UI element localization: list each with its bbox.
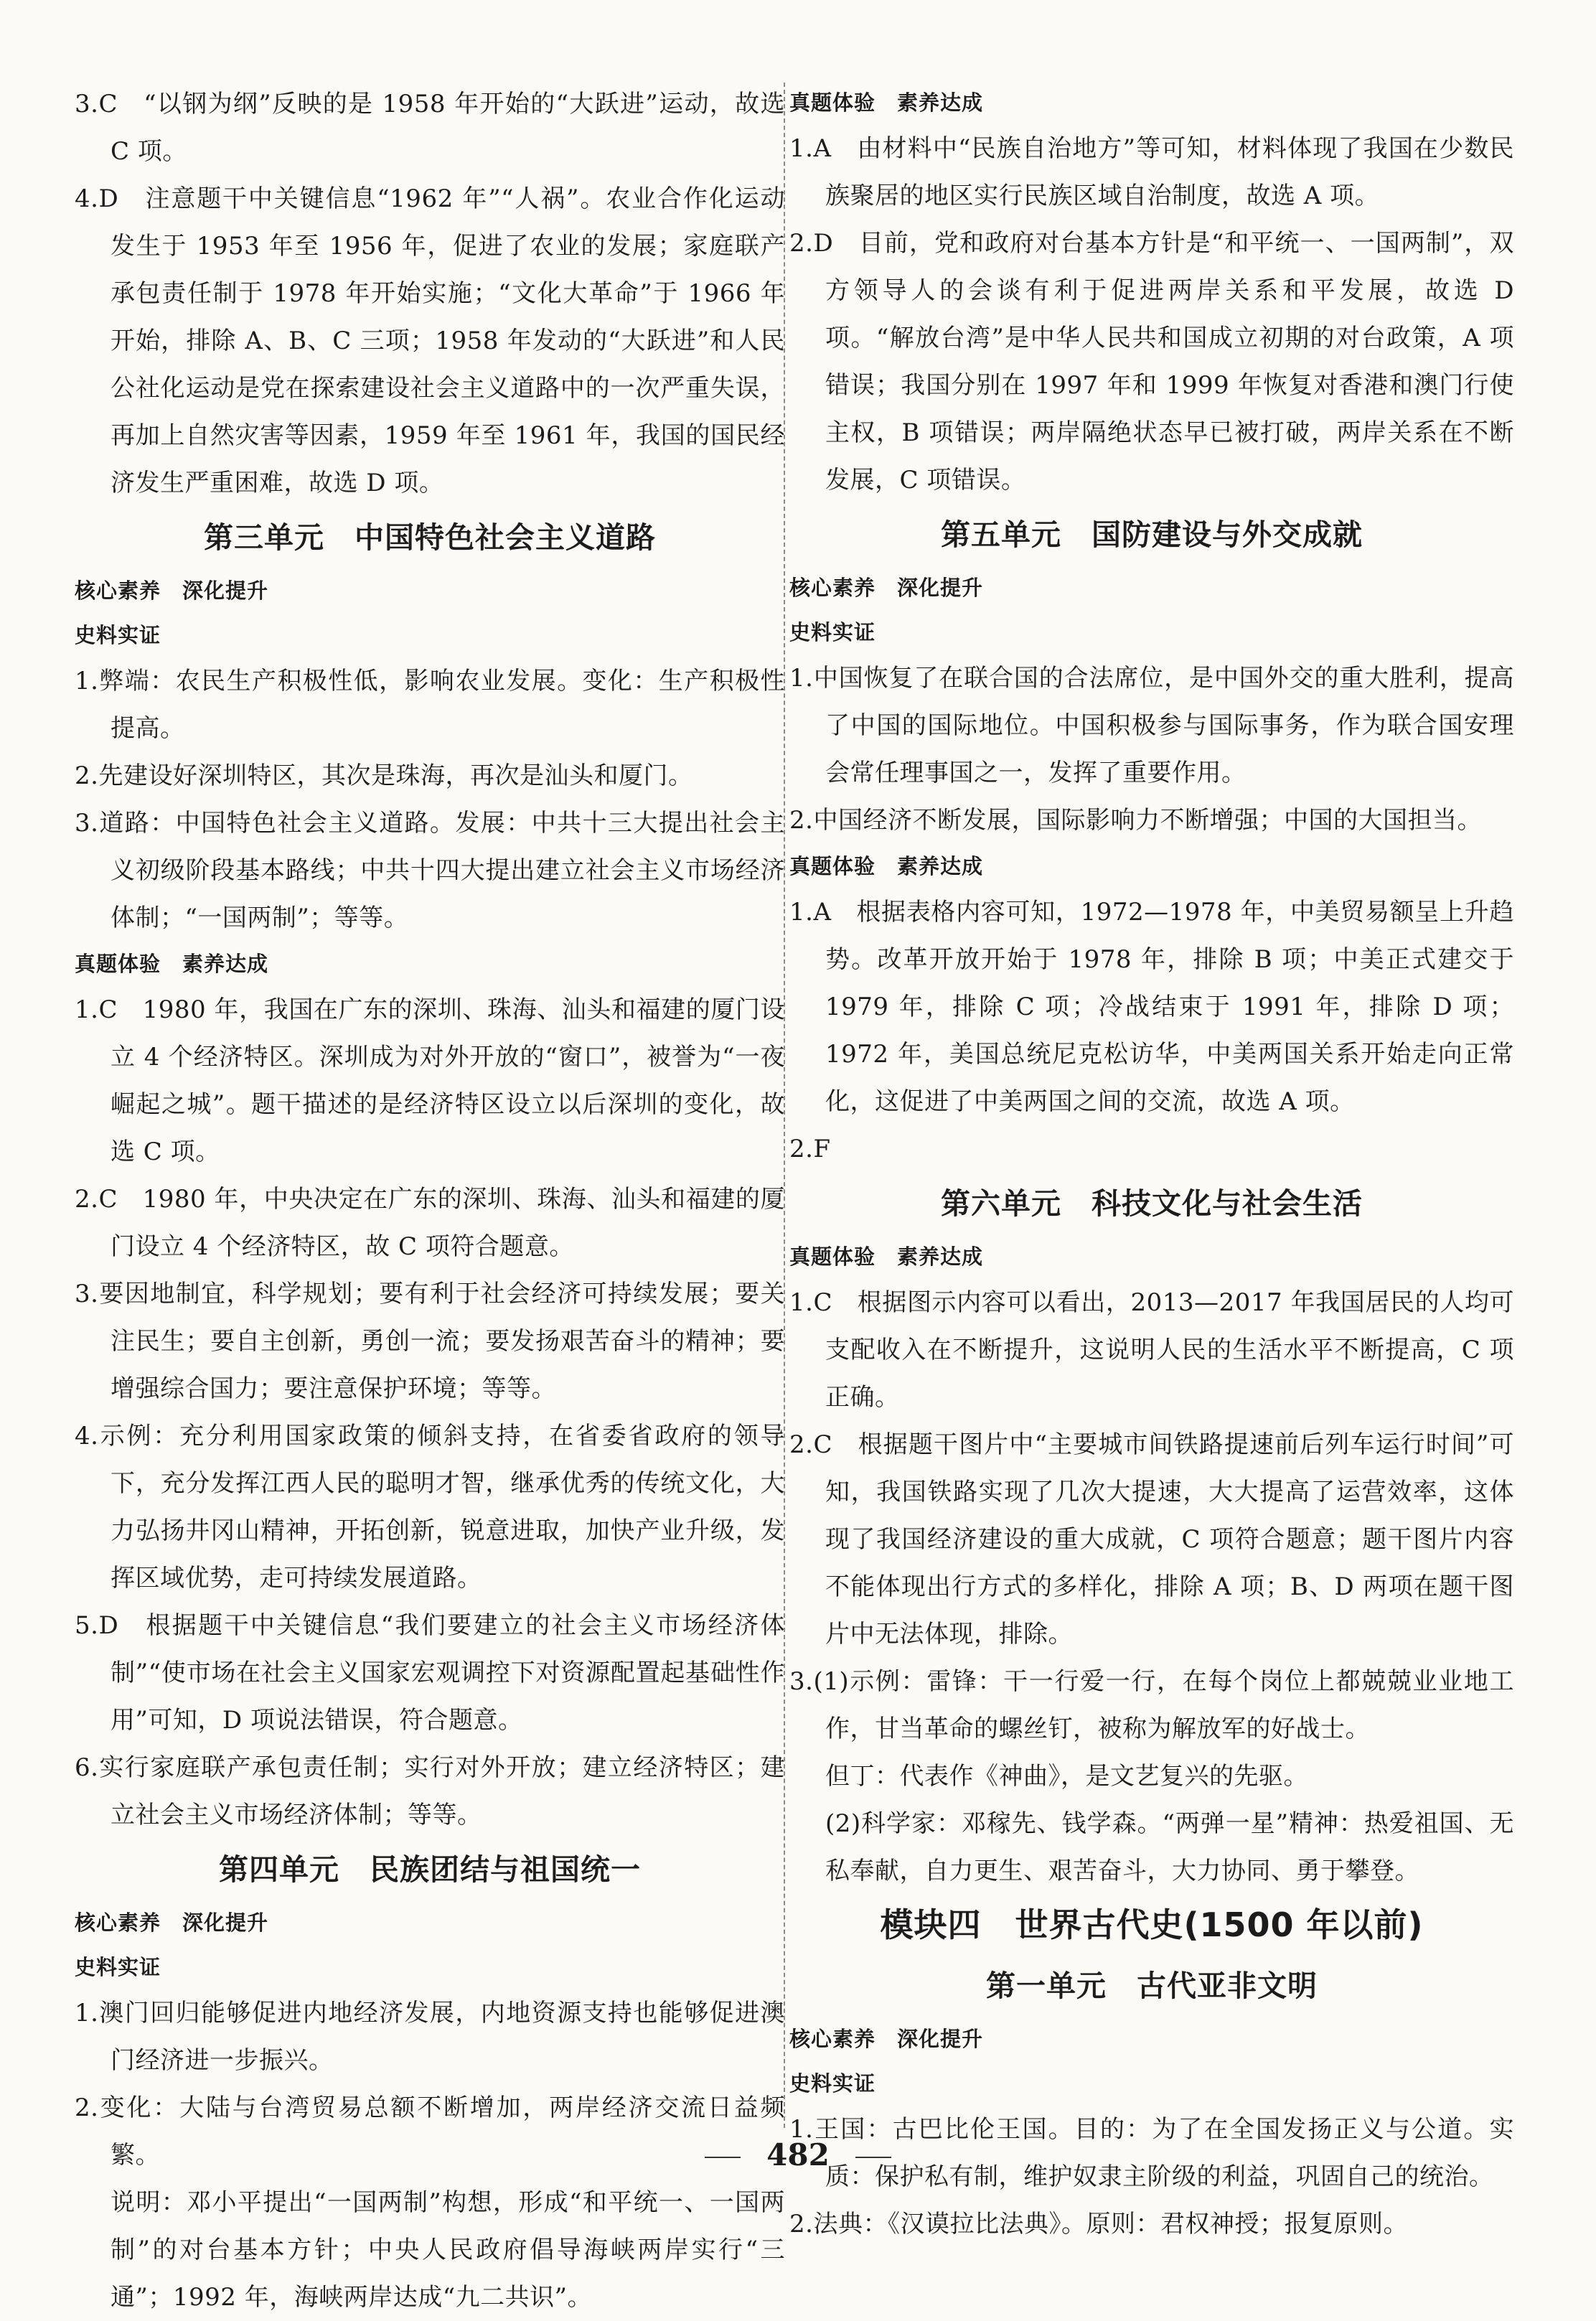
answer-item: 6.实行家庭联产承包责任制；实行对外开放；建立经济特区；建立社会主义市场经济体制；等等。 xyxy=(75,1753,785,1829)
right-column xyxy=(789,80,1514,2248)
answer-item: 1.C 根据图示内容可以看出，2013—2017 年我国居民的人均可支配收入在不断提升，这说明人民的生活水平不断提高，C 项正确。 xyxy=(789,1288,1514,1412)
answer-item: 1.A 根据表格内容可知，1972—1978 年，中美贸易额呈上升趋势。改革开放开始于 1978 年，排除 B 项；中美正式建交于 1979 年，排除 C 项；冷战结束于 1991 年，排除 D 项；1972 年，美国总统尼克松访华，中美两国关系开始走向正常化，这促进了中美两国之间的交流，故选 A 项。 xyxy=(789,898,1514,1116)
section-label: 真题体验 素养达成 xyxy=(789,854,984,878)
unit-title: 第一单元 古代亚非文明 xyxy=(986,1969,1318,2003)
section-label: 核心素养 深化提升 xyxy=(75,578,269,603)
answer-item: 1.C 1980 年，我国在广东的深圳、珠海、汕头和福建的厦门设立 4 个经济特区。深圳成为对外开放的“窗口”，被誉为“一夜崛起之城”。题干描述的是经济特区设立以后深圳的变化，故选 C 项。 xyxy=(75,995,785,1166)
unit-title: 第四单元 民族团结与祖国统一 xyxy=(219,1852,641,1887)
page-number xyxy=(0,2137,1596,2172)
section-label: 真题体验 素养达成 xyxy=(789,90,984,115)
section-label: 史料实证 xyxy=(75,1955,161,1979)
answer-item: 3.道路：中国特色社会主义道路。发展：中共十三大提出社会主义初级阶段基本路线；中共十四大提出建立社会主义市场经济体制；“一国两制”；等等。 xyxy=(75,809,785,932)
answer-item: 3.C “以钢为纲”反映的是 1958 年开始的“大跃进”运动，故选 C 项。 xyxy=(75,90,785,166)
answer-item: 1.A 由材料中“民族自治地方”等可知，材料体现了我国在少数民族聚居的地区实行民族区域自治制度，故选 A 项。 xyxy=(789,134,1514,210)
answer-item-continuation: (2)科学家：邓稼先、钱学森。“两弹一星”精神：热爱祖国、无私奉献，自力更生、艰苦奋斗，大力协同、勇于攀登。 xyxy=(825,1809,1514,1885)
unit-title: 第五单元 国防建设与外交成就 xyxy=(941,517,1363,552)
answer-item: 2.变化：大陆与台湾贸易总额不断增加，两岸经济交流日益频繁。 xyxy=(75,2093,785,2170)
answer-item: 2.法典：《汉谟拉比法典》。原则：君权神授；报复原则。 xyxy=(789,2210,1408,2238)
section-label: 史料实证 xyxy=(789,2071,876,2096)
answer-item-continuation: 说明：邓小平提出“一国两制”构想，形成“和平统一、一国两制”的对台基本方针；中央人民政府倡导海峡两岸实行“三通”；1992 年，海峡两岸达成“九二共识”。 xyxy=(111,2188,785,2312)
answer-item: 2.C 1980 年，中央决定在广东的深圳、珠海、汕头和福建的厦门设立 4 个经济特区，故 C 项符合题意。 xyxy=(75,1185,785,1261)
answer-item: 5.D 根据题干中关键信息“我们要建立的社会主义市场经济体制”“使市场在社会主义国家宏观调控下对资源配置起基础性作用”可知，D 项说法错误，符合题意。 xyxy=(75,1611,785,1735)
column-divider xyxy=(784,83,785,2128)
page-number-dash xyxy=(705,2157,741,2158)
answer-item: 4.D 注意题干中关键信息“1962 年”“人祸”。农业合作化运动发生于 1953 年至 1956 年，促进了农业的发展；家庭联产承包责任制于 1978 年开始实施；“文化大革命”于 1966 年开始，排除 A、B、C 三项；1958 年发动的“大跃进”和人民公社化运动是党在探索建设社会主义道路中的一次严重失误，再加上自然灾害等因素，1959 年至 1961 年，我国的国民经济发生严重困难，故选 D 项。 xyxy=(75,184,785,497)
page-number-dash xyxy=(855,2157,891,2158)
section-label: 真题体验 素养达成 xyxy=(789,1244,984,1269)
answer-item: 1.王国：古巴比伦王国。目的：为了在全国发扬正义与公道。实质：保护私有制，维护奴隶主阶级的利益，巩固自己的统治。 xyxy=(789,2115,1514,2191)
answer-item: 1.中国恢复了在联合国的合法席位，是中国外交的重大胜利，提高了中国的国际地位。中国积极参与国际事务，作为联合国安理会常任理事国之一，发挥了重要作用。 xyxy=(789,664,1514,787)
unit-title: 第六单元 科技文化与社会生活 xyxy=(941,1186,1363,1221)
answer-item: 2.先建设好深圳特区，其次是珠海，再次是汕头和厦门。 xyxy=(75,761,693,790)
answer-item: 3.要因地制宜，科学规划；要有利于社会经济可持续发展；要关注民生；要自主创新，勇创一流；要发扬艰苦奋斗的精神；要增强综合国力；要注意保护环境；等等。 xyxy=(75,1280,785,1403)
section-label: 核心素养 深化提升 xyxy=(789,2027,984,2051)
answer-item: 2.D 目前，党和政府对台基本方针是“和平统一、一国两制”，双方领导人的会谈有利于促进两岸关系和平发展，故选 D 项。“解放台湾”是中华人民共和国成立初期的对台政策，A 项错误；我国分别在 1997 年和 1999 年恢复对香港和澳门行使主权，B 项错误；两岸隔绝状态早已被打破，两岸关系在不断发展，C 项错误。 xyxy=(789,229,1514,494)
section-label: 核心素养 深化提升 xyxy=(789,576,984,600)
module-title: 模块四 世界古代史(1500 年以前) xyxy=(880,1905,1424,1944)
answer-item: 2.中国经济不断发展，国际影响力不断增强；中国的大国担当。 xyxy=(789,806,1482,835)
answer-item: 4.示例：充分利用国家政策的倾斜支持，在省委省政府的领导下，充分发挥江西人民的聪明才智，继承优秀的传统文化，大力弘扬井冈山精神，开拓创新，锐意进取，加快产业升级，发挥区域优势，走可持续发展道路。 xyxy=(75,1422,785,1593)
answer-item: 3.(1)示例：雷锋：干一行爱一行，在每个岗位上都兢兢业业地工作，甘当革命的螺丝钉，被称为解放军的好战士。 xyxy=(789,1667,1514,1743)
answer-item: 2.F xyxy=(789,1135,831,1163)
unit-title: 第三单元 中国特色社会主义道路 xyxy=(204,520,656,555)
answer-item-continuation: 但丁：代表作《神曲》，是文艺复兴的先驱。 xyxy=(825,1762,1308,1791)
answer-item: 1.弊端：农民生产积极性低，影响农业发展。变化：生产积极性提高。 xyxy=(75,667,785,743)
page-number-text: 482 xyxy=(766,2137,830,2172)
answer-item: 1.澳门回归能够促进内地经济发展，内地资源支持也能够促进澳门经济进一步振兴。 xyxy=(75,1999,785,2075)
section-label: 真题体验 素养达成 xyxy=(75,952,269,976)
answer-item: 2.C 根据题干图片中“主要城市间铁路提速前后列车运行时间”可知，我国铁路实现了几次大提速，大大提高了运营效率，这体现了我国经济建设的重大成就，C 项符合题意；题干图片内容不能体现出行方式的多样化，排除 A 项；B、D 两项在题干图片中无法体现，排除。 xyxy=(789,1430,1514,1649)
section-label: 史料实证 xyxy=(789,620,876,644)
section-label: 史料实证 xyxy=(75,623,161,647)
left-column xyxy=(75,80,785,2321)
section-label: 核心素养 深化提升 xyxy=(75,1910,269,1935)
